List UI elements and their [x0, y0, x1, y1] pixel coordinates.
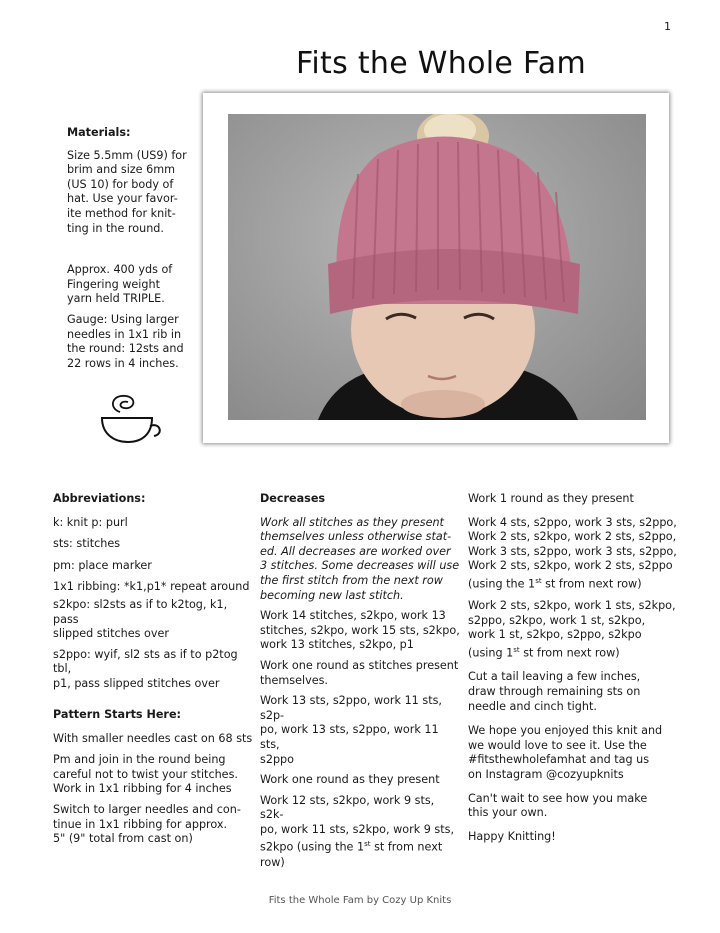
cant-wait-message: Can't wait to see how you make this your own. [468, 791, 648, 820]
abbr-ribbing: 1x1 ribbing: *k1,p1* repeat around [53, 580, 250, 594]
materials-heading: Materials: [67, 126, 131, 139]
page-footer: Fits the Whole Fam by Cozy Up Knits [268, 895, 452, 906]
materials-section [67, 126, 203, 371]
page-title: Fits the Whole Fam [296, 46, 586, 81]
plain-round-2: Work one round as they present [260, 773, 440, 787]
abbreviations-heading: Abbreviations: [53, 492, 146, 505]
decrease-round-4: Work 4 sts, s2ppo, work 3 sts, s2ppo, Work 2 sts, s2kpo, work 2 sts, s2ppo, Work 3 sts, s2ppo, work 3 sts, s2ppo, Work 2 sts, s2kpo, work 2 sts, s2ppo (using the 1st st from next row) [468, 515, 677, 591]
decrease-round-5: Work 2 sts, s2kpo, work 1 sts, s2kpo, s2ppo, s2kpo, work 1 st, s2kpo, work 1 st, s2kpo, s2ppo, s2kpo (using 1st st from next row) [468, 599, 676, 660]
decreases-heading: Decreases [260, 492, 326, 505]
materials-needles: Size 5.5mm (US9) for brim and size 6mm (US 10) for body of hat. Use your favor- ite method for knit- ting in the round. [67, 148, 187, 235]
plain-round-1: Work one round as stitches present themselves. [260, 658, 459, 687]
coffee-cup-icon [98, 390, 168, 452]
plain-round-3: Work 1 round as they present [468, 492, 634, 505]
happy-knitting: Happy Knitting! [468, 829, 556, 843]
decreases-intro: Work all stitches as they present themselves unless otherwise stat- ed. All decreases are worked over 3 stitches. Some decreases will use the first stitch from the next row becoming new last stitch. [260, 515, 460, 602]
finishing-section [468, 492, 694, 844]
photo-frame [203, 93, 669, 443]
page-number: 1 [664, 20, 671, 33]
pattern-join: Pm and join in the round being careful not to twist your stitches. Work in 1x1 ribbing for 4 inches [53, 753, 238, 796]
abbr-knit-purl: k: knit p: purl [53, 515, 128, 529]
share-message: We hope you enjoyed this knit and we would love to see it. Use the #fitsthewholefamhat and tag us on Instagram @cozyupknits [468, 724, 663, 781]
pattern-switch: Switch to larger needles and con- tinue in 1x1 ribbing for approx. 5" (9" total from cast on) [53, 802, 241, 846]
abbr-s2ppo: s2ppo: wyif, sl2 sts as if to p2tog tbl, p1, pass slipped stitches over [53, 647, 238, 690]
decrease-round-3: Work 12 sts, s2kpo, work 9 sts, s2k- po, work 11 sts, s2kpo, work 9 sts, s2kpo (using the 1st st from next row) [260, 793, 455, 869]
abbr-sts: sts: stitches [53, 537, 121, 551]
pattern-section [53, 708, 253, 847]
materials-yarn: Approx. 400 yds of Fingering weight yarn held TRIPLE. [67, 263, 173, 306]
abbreviations-section [53, 492, 253, 692]
materials-gauge: Gauge: Using larger needles in 1x1 rib in the round: 12sts and 22 rows in 4 inches. [67, 312, 184, 370]
abbr-s2kpo: s2kpo: sl2sts as if to k2tog, k1, pass slipped stitches over [53, 597, 228, 641]
decrease-round-1: Work 14 stitches, s2kpo, work 13 stitches, s2kpo, work 15 sts, s2kpo, work 13 stitches, s2kpo, p1 [260, 609, 460, 652]
finish-instructions: Cut a tail leaving a few inches, draw through remaining sts on needle and cinch tight. [468, 670, 641, 713]
hat-photo [228, 114, 646, 420]
pattern-heading: Pattern Starts Here: [53, 708, 182, 721]
child-wearing-hat-illustration [228, 114, 646, 420]
abbr-pm: pm: place marker [53, 558, 152, 572]
decreases-section [260, 492, 460, 870]
pattern-cast-on: With smaller needles cast on 68 sts [53, 731, 253, 745]
decrease-round-2: Work 13 sts, s2ppo, work 11 sts, s2p- po, work 13 sts, s2ppo, work 11 sts, s2ppo [260, 694, 442, 766]
